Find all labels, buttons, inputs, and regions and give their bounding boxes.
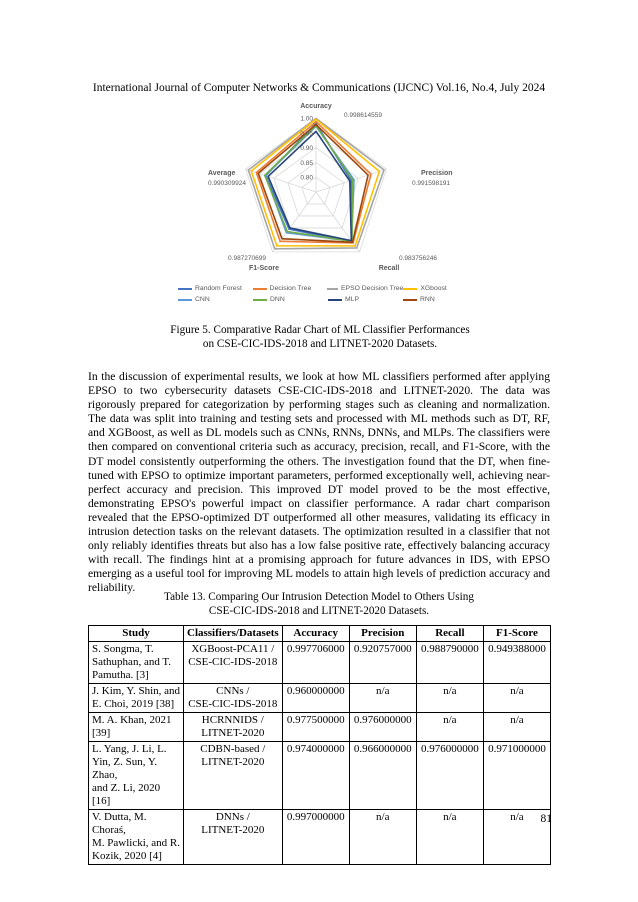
legend-item-epso-decision-tree [327, 285, 403, 292]
header-f1: F1-Score [483, 626, 550, 642]
legend-item-rnn [403, 296, 478, 303]
cell-f1: n/a [483, 713, 550, 742]
cell-recall: n/a [416, 684, 483, 713]
figure-caption: Figure 5. Comparative Radar Chart of ML Classifier Performances on CSE-CIC-IDS-2018 and LITNET-2020 Datasets. [170, 324, 470, 350]
cell-study: V. Dutta, M. Choraś, M. Pawlicki, and R. Kozik, 2020 [4] [89, 810, 184, 865]
table-header-row [89, 626, 551, 642]
cell-f1: 0.949388000 [483, 642, 550, 684]
tick-label: 1.00 [300, 115, 313, 123]
axis-label: Accuracy [300, 103, 332, 110]
legend-item-dnn [253, 296, 328, 303]
cell-classifier: HCRNNIDS / LITNET-2020 [184, 713, 283, 742]
cell-f1: n/a [483, 810, 550, 865]
tick-label: 0.85 [300, 159, 313, 167]
value-annotation: 0.983756246 [399, 255, 437, 262]
cell-accuracy: 0.974000000 [282, 742, 349, 810]
cell-recall: 0.988790000 [416, 642, 483, 684]
header-study: Study [89, 626, 184, 642]
legend-swatch [403, 288, 417, 290]
table-caption [0, 590, 638, 618]
cell-precision: 0.966000000 [349, 742, 416, 810]
tick-label: 0.90 [300, 145, 313, 153]
legend-row [178, 283, 478, 294]
cell-recall: 0.976000000 [416, 742, 483, 810]
value-annotation: 0.991598191 [412, 180, 450, 187]
legend-swatch [403, 299, 417, 301]
cell-precision: 0.976000000 [349, 713, 416, 742]
legend-item-xgboost [403, 285, 478, 292]
legend-label: XGboost [420, 285, 447, 292]
value-annotation: 0.998614559 [344, 112, 382, 119]
header-classifiers: Classifiers/Datasets [184, 626, 283, 642]
table-row [89, 742, 551, 810]
cell-recall: n/a [416, 713, 483, 742]
legend-swatch [328, 299, 342, 301]
legend-swatch [253, 288, 267, 290]
cell-study: M. A. Khan, 2021 [39] [89, 713, 184, 742]
legend-item-decision-tree [253, 285, 328, 292]
cell-classifier: CDBN-based / LITNET-2020 [184, 742, 283, 810]
body-paragraph: In the discussion of experimental results, we look at how ML classifiers performed after applying EPSO to two cybersecurity datasets CSE-CIC-IDS-2018 and LITNET-2020. The data was rigorously prepared for categorization by performing stages such as cleaning and normalization. The data was split into training and testing sets and processed with ML methods such as DT, RF, and XGBoost, as well as DL models such as CNNs, RNNs, DNNs, and MLPs. The classifiers were then compared on conventional criteria such as accuracy, precision, recall, and F1-Score, with the DT model consistently outperforming the others. The investigation found that the DT, when fine-tuned with EPSO to optimize important parameters, performed exceptionally well, achieving near-perfect accuracy and precision. This improved DT model proved to be the most effective, demonstrating EPSO's powerful impact on classifier performance. A radar chart comparison revealed that the EPSO-optimized DT outperformed all other measures, validating its efficacy in intrusion detection tasks on the relevant datasets. The optimization resulted in a classifier that not only reliably identifies threats but also has a low false positive rate, effectively balancing accuracy with recall. The findings hint at a promising approach for future advances in IDS, with EPSO emerging as a useful tool for improving ML models to attain high levels of prediction accuracy and reliability. [88, 370, 550, 595]
axis-label: Recall [378, 265, 400, 272]
legend-swatch [253, 299, 267, 301]
chart-legend [178, 283, 478, 305]
tick-label: 0.95 [300, 130, 313, 138]
table-row [89, 713, 551, 742]
value-annotation: 0.987270699 [228, 255, 266, 262]
legend-item-cnn [178, 296, 253, 303]
legend-label: Random Forest [195, 285, 242, 292]
cell-accuracy: 0.977500000 [282, 713, 349, 742]
cell-study: L. Yang, J. Li, L. Yin, Z. Sun, Y. Zhao, and Z. Li, 2020 [16] [89, 742, 184, 810]
legend-swatch [178, 288, 192, 290]
cell-precision: n/a [349, 810, 416, 865]
legend-label: CNN [195, 296, 210, 303]
cell-precision: n/a [349, 684, 416, 713]
cell-study: S. Songma, T. Sathuphan, and T. Pamutha. [3] [89, 642, 184, 684]
table-caption-line-1: Table 13. Comparing Our Intrusion Detection Model to Others Using [164, 591, 474, 603]
legend-row [178, 294, 478, 305]
legend-swatch [327, 288, 338, 290]
table-row [89, 642, 551, 684]
cell-accuracy: 0.997000000 [282, 810, 349, 865]
cell-classifier: XGBoost-PCA11 / CSE-CIC-IDS-2018 [184, 642, 283, 684]
cell-accuracy: 0.960000000 [282, 684, 349, 713]
value-annotation: 0.990309924 [208, 180, 246, 187]
legend-label: DNN [270, 296, 285, 303]
legend-label: EPSO Decision Tree [341, 285, 404, 292]
axis-label: F1-Score [249, 265, 279, 272]
comparison-table [88, 625, 551, 865]
header-recall: Recall [416, 626, 483, 642]
legend-item-mlp [328, 296, 403, 303]
legend-label: MLP [345, 296, 359, 303]
table-row [89, 684, 551, 713]
radar-chart [0, 0, 638, 290]
cell-f1: n/a [483, 684, 550, 713]
journal-header: International Journal of Computer Networks & Communications (IJCNC) Vol.16, No.4, July 2024 [92, 82, 546, 94]
cell-classifier: CNNs / CSE-CIC-IDS-2018 [184, 684, 283, 713]
legend-item-random-forest [178, 285, 253, 292]
cell-classifier: DNNs / LITNET-2020 [184, 810, 283, 865]
header-accuracy: Accuracy [282, 626, 349, 642]
legend-label: Decision Tree [269, 285, 312, 292]
legend-swatch [178, 299, 192, 301]
table-caption-line-2: CSE-CIC-IDS-2018 and LITNET-2020 Datasets. [208, 605, 430, 617]
cell-accuracy: 0.997706000 [282, 642, 349, 684]
legend-label: RNN [420, 296, 435, 303]
cell-recall: n/a [416, 810, 483, 865]
table-row [89, 810, 551, 865]
tick-label: 0.80 [300, 174, 313, 182]
cell-precision: 0.920757000 [349, 642, 416, 684]
axis-label: Precision [421, 170, 453, 177]
header-precision: Precision [349, 626, 416, 642]
cell-f1: 0.971000000 [483, 742, 550, 810]
page-number: 81 [540, 813, 552, 825]
cell-study: J. Kim, Y. Shin, and E. Choi, 2019 [38] [89, 684, 184, 713]
axis-label: Average [208, 170, 236, 177]
